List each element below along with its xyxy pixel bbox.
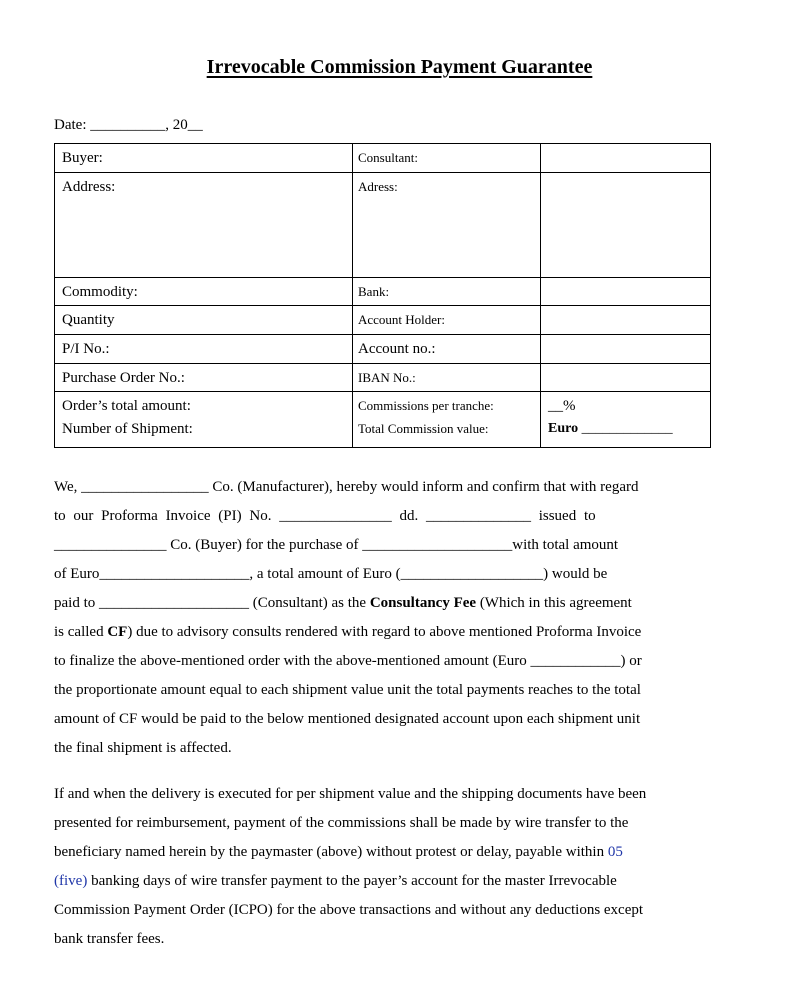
text-line: bank transfer fees. — [54, 931, 165, 947]
consultancy-fee-term: Consultancy Fee — [369, 595, 477, 611]
text-line: (five) banking days of wire transfer payment to the payer’s account for the master Irrevocable — [54, 873, 617, 889]
text-line: the final shipment is affected. — [54, 740, 232, 756]
account-no-value[interactable] — [541, 335, 711, 364]
buyer-label: Buyer: — [55, 144, 353, 173]
text-line: of Euro____________________, a total amount of Euro (___________________) would be — [54, 566, 608, 582]
table-row — [55, 144, 711, 173]
days-number: 05 — [607, 844, 623, 860]
table-row — [55, 364, 711, 392]
consultant-label: Consultant: — [353, 144, 541, 173]
table-row — [55, 392, 711, 420]
paragraph-confirmation — [54, 473, 710, 763]
text-line: the proportionate amount equal to each shipment value unit the total payments reaches to the total — [54, 682, 641, 698]
consultant-value[interactable] — [541, 144, 711, 173]
table-row — [55, 173, 711, 278]
account-holder-value[interactable] — [541, 306, 711, 335]
table-row — [55, 335, 711, 364]
account-no-label: Account no.: — [353, 335, 541, 364]
total-commission-value-label: Total Commission value: — [353, 420, 541, 448]
number-of-shipment-label: Number of Shipment: — [55, 420, 353, 448]
text-line: amount of CF would be paid to the below mentioned designated account upon each shipment unit — [54, 711, 641, 727]
adress-label: Adress: — [353, 173, 541, 278]
iban-value[interactable] — [541, 364, 711, 392]
euro-label: Euro — [548, 420, 579, 436]
text-line: to our Proforma Invoice (PI) No. _______________ dd. ______________ issued to — [54, 508, 596, 524]
date-line: Date: __________, 20__ — [54, 117, 203, 133]
paragraph-payment-terms — [54, 780, 710, 954]
order-total-label: Order’s total amount: — [55, 392, 353, 420]
adress-value[interactable] — [541, 173, 711, 278]
bank-value[interactable] — [541, 278, 711, 306]
cf-term: CF — [107, 624, 128, 640]
table-row — [55, 420, 711, 448]
commodity-label: Commodity: — [55, 278, 353, 306]
text-line: to finalize the above-mentioned order with the above-mentioned amount (Euro ____________) or — [54, 653, 642, 669]
text-line: is called CF) due to advisory consults rendered with regard to above mentioned Proforma Invoice — [54, 624, 642, 640]
text-line: _______________ Co. (Buyer) for the purchase of ____________________with total amount — [54, 537, 619, 553]
text-line: presented for reimbursement, payment of the commissions shall be made by wire transfer to the — [54, 815, 629, 831]
details-table — [54, 143, 711, 448]
commissions-per-tranche-label: Commissions per tranche: — [353, 392, 541, 420]
iban-label: IBAN No.: — [353, 364, 541, 392]
bank-label: Bank: — [353, 278, 541, 306]
commissions-percent-value[interactable]: __% — [541, 392, 711, 420]
address-label: Address: — [55, 173, 353, 278]
purchase-order-label: Purchase Order No.: — [55, 364, 353, 392]
account-holder-label: Account Holder: — [353, 306, 541, 335]
document-title: Irrevocable Commission Payment Guarantee — [206, 56, 593, 78]
pi-no-label: P/I No.: — [55, 335, 353, 364]
days-words: (five) — [54, 873, 88, 889]
text-line: If and when the delivery is executed for per shipment value and the shipping documents have been — [54, 786, 647, 802]
table-row — [55, 306, 711, 335]
total-commission-value[interactable] — [541, 420, 711, 448]
euro-blank: _____________ — [578, 420, 673, 436]
text-line: Commission Payment Order (ICPO) for the above transactions and without any deductions except — [54, 902, 644, 918]
table-row — [55, 278, 711, 306]
quantity-label: Quantity — [55, 306, 353, 335]
text-line: beneficiary named herein by the paymaster (above) without protest or delay, payable within 05 — [54, 844, 623, 860]
text-line: paid to ____________________ (Consultant) as the Consultancy Fee (Which in this agreement — [54, 595, 632, 611]
text-line: We, _________________ Co. (Manufacturer), hereby would inform and confirm that with regard — [54, 479, 639, 495]
